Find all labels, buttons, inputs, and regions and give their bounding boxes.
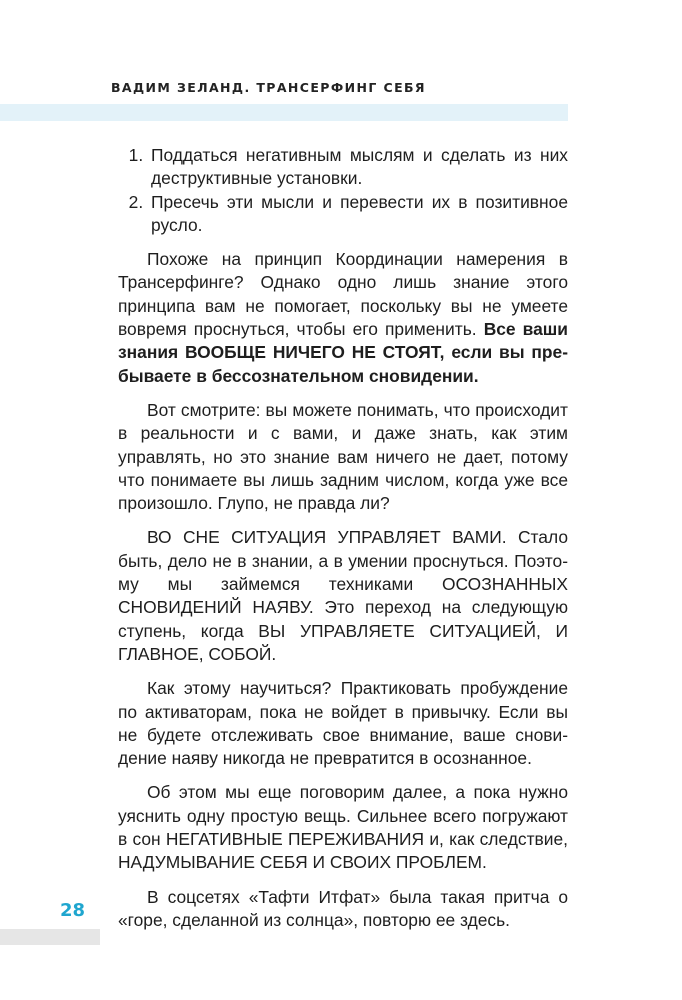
list-item: 2. Пресечь эти мысли и перевести их в позитивное русло. bbox=[148, 191, 568, 238]
page-body bbox=[118, 144, 568, 943]
paragraph: В соцсетях «Тафти Итфат» была такая притча о «горе, сделанной из солнца», повторю ее здесь. bbox=[118, 886, 568, 930]
paragraph bbox=[118, 248, 568, 388]
paragraph: Как этому научиться? Практиковать пробуждение по активаторам, пока не войдет в привычку. Если вы не будете отслеживать свое внимание, ваше сновидение наяву никогда не превратится в осознанное. bbox=[118, 678, 568, 769]
page-number: 28 bbox=[60, 900, 86, 921]
bold-emphasis: Все ваши знания ВООБЩЕ НИЧЕГО НЕ СТОЯТ, если вы пребываете в бессознательном сновидении. bbox=[118, 319, 568, 386]
paragraph: Вот смотрите: вы можете понимать, что происходит в реальности и с вами, и даже знать, как этим управлять, но это знание вам ничего не дает, потому что понимаете вы лишь задним числом, когда уже все произошло. Глупо, не правда ли? bbox=[118, 399, 568, 514]
paragraph: ВО СНЕ СИТУАЦИЯ УПРАВЛЯЕТ ВАМИ. Стало быть, дело не в знании, а в умении проснуться. Поэтому мы займемся техниками ОСОЗНАННЫХ СНОВИДЕНИЙ НАЯВУ. Это переход на следующую ступень, когда ВЫ УПРАВЛЯЕТЕ СИТУАЦИЕЙ, И ГЛАВНОЕ, СОБОЙ. bbox=[118, 527, 568, 664]
running-title: ВАДИМ ЗЕЛАНД. ТРАНСЕРФИНГ СЕБЯ bbox=[111, 80, 426, 95]
paragraph-text: Похоже на принцип Координации намерения в Трансерфинге? Однако одно лишь знание этого принципа вам не помогает, поскольку вы не умеете вовремя проснуться, чтобы его применить. bbox=[118, 249, 568, 340]
header-band bbox=[0, 104, 568, 121]
footer-band bbox=[0, 929, 100, 945]
numbered-list bbox=[118, 144, 568, 237]
paragraph: Об этом мы еще поговорим далее, а пока нужно уяснить одну простую вещь. Сильнее всего погружают в сон НЕГАТИВНЫЕ ПЕРЕЖИВАНИЯ и, как следствие, НАДУМЫВАНИЕ СЕБЯ И СВОИХ ПРОБЛЕМ. bbox=[118, 782, 568, 873]
list-item: 1. Поддаться негативным мыслям и сделать из них деструктивные установки. bbox=[148, 144, 568, 191]
